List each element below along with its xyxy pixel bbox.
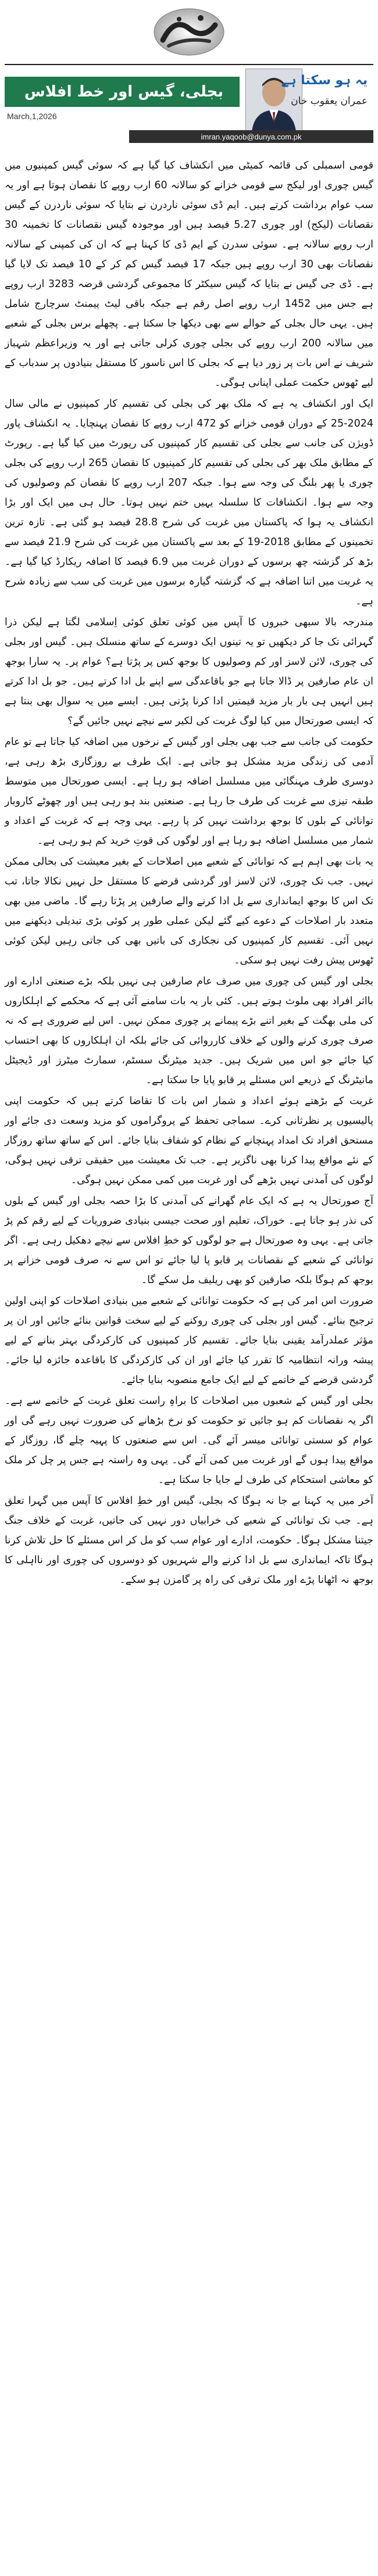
column-series-name: یہ ہو سکتا ہے — [281, 73, 368, 88]
article-paragraph: ضرورت اس امر کی ہے کہ حکومت توانائی کے شعبے میں بنیادی اصلاحات کو اپنی اولین ترجیح بنائے۔ گیس اور بجلی کی چوری روکنے کے لیے سخت قوانین بنائے جائیں اور ان پر مؤثر عملدرآمد یقینی بنایا جائے۔ تقسیم کار کمپنیوں کی کارکردگی بہتر بنانے کے لیے پیشہ ورانہ انتظامیہ کا تقرر کیا جائے اور ان کی کارکردگی کا باقاعدہ جائزہ لیا جائے۔ گردشی قرضے کے خاتمے کے لیے ایک جامع منصوبہ بنایا جائے۔ — [5, 1295, 373, 1386]
article-paragraph: حکومت کی جانب سے جب بھی بجلی اور گیس کے نرخوں میں اضافہ کیا جاتا ہے تو عام آدمی کی زندگی مزید مشکل ہو جاتی ہے۔ ایک طرف بے روزگاری بڑھ رہی ہے، دوسری طرف مہنگائی میں مسلسل اضافہ ہو رہا ہے۔ ایسی صورتحال میں متوسط طبقہ تیزی سے غربت کی طرف جا رہا ہے۔ صنعتیں بند ہو رہی ہیں اور چھوٹے کاروبار توانائی کے بلوں کا بوجھ برداشت نہیں کر پا رہے۔ یہی وجہ ہے کہ غربت کے اعداد و شمار میں مسلسل اضافہ ہو رہا ہے اور لوگوں کی قوتِ خرید کم ہو رہی ہے۔ — [5, 736, 373, 847]
article-paragraph: مندرجہ بالا سبھی خبروں کا آپس میں کوئی تعلق کوئی اِسلامی لگتا ہے لیکن ذرا گہرائی تک جا کر دیکھیں تو یہ تینوں ایک دوسرے کے ساتھ منسلک ہیں۔ گیس اور بجلی کی چوری، لائن لاسز اور کم وصولیوں کا بوجھ کس پر پڑتا ہے؟ عوام پر۔ یہ سارا بوجھ ان عام صارفین پر ڈالا جاتا ہے جو باقاعدگی سے اپنے بل ادا کرتے ہیں۔ جو بل ادا کرتے ہیں انہیں ہی بار بار مزید قیمتیں ادا کرنا پڑتی ہیں۔ ایسے میں یہ سوال بھی بنتا ہے کہ ایسی صورتحال میں کیا لوگ غربت کی لکیر سے نیچے نہیں جائیں گے؟ — [5, 617, 373, 727]
dunya-logo — [142, 3, 236, 61]
article-paragraph: بجلی اور گیس کے شعبوں میں اصلاحات کا براہِ راست تعلق غربت کے خاتمے سے ہے۔ اگر یہ نقصانات کم ہو جائیں تو حکومت کو نرخ بڑھانے کی ضرورت نہیں رہے گی اور عوام کو سستی توانائی میسر آئے گی۔ اس سے صنعتوں کا پہیہ چلے گا، روزگار کے مواقع پیدا ہوں گے اور غربت میں کمی آئے گی۔ یہی وہ راستہ ہے جس پر چل کر ملک کو معاشی استحکام کی طرف لے جایا جا سکتا ہے۔ — [5, 1395, 373, 1486]
article-paragraph: آخر میں یہ کہنا بے جا نہ ہوگا کہ بجلی، گیس اور خطِ افلاس کا آپس میں گہرا تعلق ہے۔ جب تک توانائی کے شعبے کی خرابیاں دور نہیں کی جاتیں، غربت کے خلاف جنگ جیتنا مشکل ہوگا۔ حکومت، ادارے اور عوام سب کو مل کر اس مسئلے کا حل تلاش کرنا ہوگا تاکہ ایمانداری سے بل ادا کرنے والے شہریوں کو دوسروں کی چوری اور نااہلی کا بوجھ نہ اٹھانا پڑے اور ملک ترقی کی راہ پر گامزن ہو سکے۔ — [5, 1495, 373, 1586]
masthead — [5, 0, 373, 64]
author-box — [240, 65, 373, 135]
column-header — [5, 64, 373, 135]
article-paragraph: غربت کے بڑھتے ہوئے اعداد و شمار اس بات کا تقاضا کرتے ہیں کہ حکومت اپنی پالیسیوں پر نظرثانی کرے۔ سماجی تحفظ کے پروگراموں کو مزید وسعت دی جائے اور مستحق افراد تک امداد پہنچانے کے نظام کو شفاف بنایا جائے۔ اس کے ساتھ ساتھ روزگار کے نئے مواقع پیدا کرنا بھی ناگزیر ہے۔ جب تک معیشت میں حقیقی ترقی نہیں ہوگی، لوگوں کی آمدنی نہیں بڑھے گی اور غربت میں کمی ممکن نہیں ہوگی۔ — [5, 1095, 373, 1186]
column-title: بجلی، گیس اور خط افلاس — [5, 77, 243, 107]
author-email[interactable]: imran.yaqoob@dunya.com.pk — [129, 130, 373, 143]
author-name: عمران یعقوب خان — [291, 95, 368, 107]
dunya-logo-graphic — [145, 5, 233, 59]
article-body — [5, 156, 373, 1590]
article-paragraph: ایک اور انکشاف یہ ہے کہ ملک بھر کی بجلی کی تقسیم کار کمپنیوں نے مالی سال 2024-25 کے دوران قومی خزانے کو 472 ارب روپے کا نقصان پہنچایا۔ یہ انکشاف پاور ڈویژن کی جانب سے بجلی کی تقسیم کار کمپنیوں کی رپورٹ میں کیا گیا ہے۔ رپورٹ کے مطابق ملک بھر کی بجلی کی تقسیم کار کمپنیوں کا نقصان 265 ارب روپے کی بجلی چوری یا پھر بلنگ کی وجہ سے ہوا۔ جبکہ 207 ارب روپے کا نقصان کم وصولیوں کی وجہ سے ہوا۔ انکشافات کا سلسلہ یہیں ختم نہیں ہوتا۔ حال ہی میں ایک اور بڑا انکشاف یہ ہوا کہ پاکستان میں غربت کی شرح 28.8 فیصد ہو گئی ہے۔ تازہ ترین تخمینوں کے مطابق 2018-19 کے بعد سے پاکستان میں غربت کی شرح 21.9 فیصد سے بڑھ کر گزشتہ چھ برسوں کے دوران غربت میں 6.9 فیصد کا اضافہ ریکارڈ کیا گیا ہے۔ یہ غربت میں اتنا اضافہ ہے کہ گزشتہ گیارہ برسوں میں غربت کی سب سے زیادہ شرح ہے۔ — [5, 398, 374, 607]
article-paragraph: قومی اسمبلی کی قائمہ کمیٹی میں انکشاف کیا گیا ہے کہ سوئی گیس کمپنیوں میں گیس چوری اور لیکج سے قومی خزانے کو سالانہ 60 ارب روپے کا نقصان ہوتا ہے اور یہ سب عوام برداشت کرتے ہیں۔ ایم ڈی سوئی ناردرن نے بتایا کہ سوئی ناردرن کے گیس نقصانات (لیکج) اور چوری 5.27 فیصد ہیں اور موجودہ گیس نقصانات کا تخمینہ 30 ارب روپے سالانہ ہے۔ سوئی سدرن کے ایم ڈی کا کہنا ہے کہ ان کی کمپنی کے سالانہ نقصانات بھی 30 ارب روپے ہیں جبکہ 17 فیصد گیس کم کر کے 10 فیصد تک لایا گیا ہے۔ ڈی جی گیس نے بتایا کہ گیس سیکٹر کا مجموعی گردشی قرضہ 3283 ارب روپے ہے جس میں 1452 ارب روپے اصل رقم ہے جبکہ باقی لیٹ پیمنٹ سرچارج شامل ہیں۔ یہی حال بجلی کے حوالے سے بھی دیکھا جا سکتا ہے۔ پچھلے برس بجلی کے شعبے میں سالانہ 200 ارب روپے کی بجلی چوری کرلی جاتی ہے اور یہ وزیراعظم شہباز شریف نے اس بات پر زور دیا ہے کہ بجلی کا اس ناسور کا مستقل بنیادوں پر سدباب کے لیے ٹھوس حکمت عملی اپنانی ہوگی۔ — [5, 160, 374, 389]
publish-date: March,1,2026 — [7, 112, 57, 121]
article-paragraph: یہ بات بھی اہم ہے کہ توانائی کے شعبے میں اصلاحات کے بغیر معیشت کی بحالی ممکن نہیں۔ جب تک چوری، لائن لاسز اور گردشی قرضے کا مستقل حل نہیں نکالا جاتا، تب تک اس کا بوجھ ایمانداری سے بل ادا کرنے والے صارفین پر پڑتا رہے گا۔ ماضی میں بھی متعدد بار اصلاحات کے دعوے کیے گئے لیکن عملی طور پر کوئی بڑی تبدیلی دیکھنے میں نہیں آئی۔ تقسیم کار کمپنیوں کی نجکاری کی باتیں بھی کی جاتی رہیں لیکن کوئی ٹھوس پیش رفت نہیں ہو سکی۔ — [5, 856, 373, 966]
article-paragraph: بجلی اور گیس کی چوری میں صرف عام صارفین ہی نہیں بلکہ بڑے صنعتی ادارے اور بااثر افراد بھی ملوث ہوتے ہیں۔ کئی بار یہ بات سامنے آئی ہے کہ محکمے کے اہلکاروں کی ملی بھگت کے بغیر اتنے بڑے پیمانے پر چوری ممکن نہیں۔ اس لیے ضروری ہے کہ نہ صرف چوری کرنے والوں کے خلاف کارروائی کی جائے بلکہ ان اہلکاروں کا بھی احتساب کیا جائے جو اس میں شریک ہیں۔ جدید میٹرنگ سسٹم، سمارٹ میٹرز اور ڈیجیٹل مانیٹرنگ کے ذریعے اس مسئلے پر قابو پایا جا سکتا ہے۔ — [5, 976, 373, 1086]
article-paragraph: آج صورتحال یہ ہے کہ ایک عام گھرانے کی آمدنی کا بڑا حصہ بجلی اور گیس کے بلوں کی نذر ہو جاتا ہے۔ خوراک، تعلیم اور صحت جیسی بنیادی ضروریات کے لیے رقم کم پڑ جاتی ہے۔ یہی وہ صورتحال ہے جو لوگوں کو خطِ افلاس سے نیچے دھکیل رہی ہے۔ اگر توانائی کے شعبے کے نقصانات پر قابو پا لیا جائے تو اس سے نہ صرف قومی خزانے پر بوجھ کم ہوگا بلکہ صارفین کو بھی ریلیف مل سکے گا۔ — [5, 1195, 373, 1286]
